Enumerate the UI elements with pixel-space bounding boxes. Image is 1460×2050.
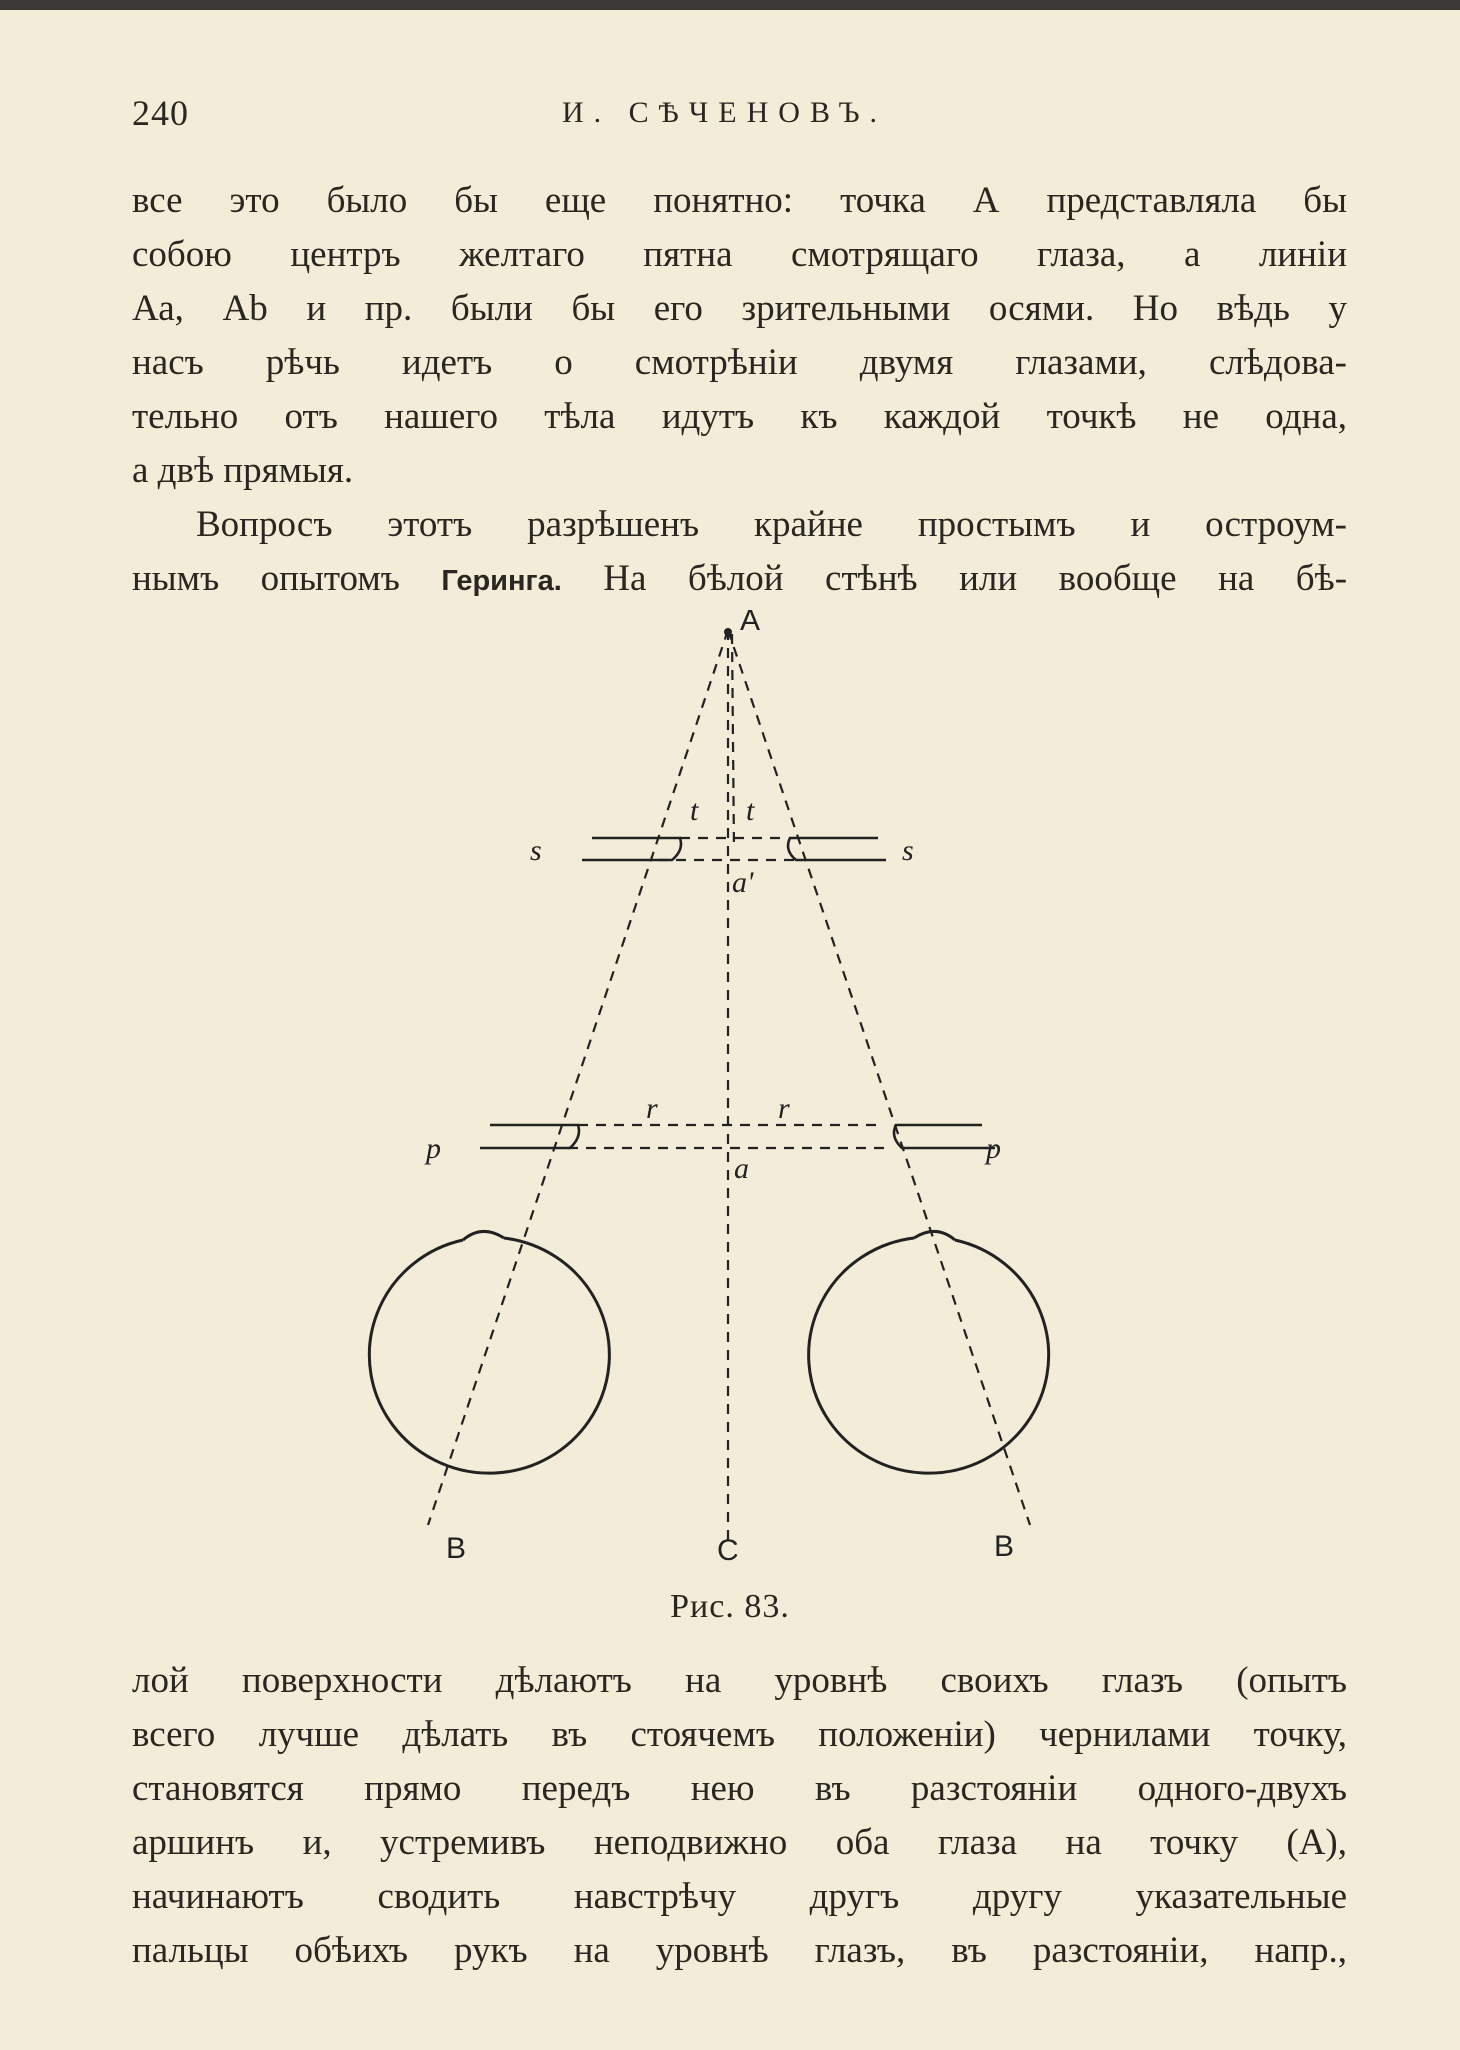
near-axis-line (732, 634, 734, 850)
text-line (132, 552, 1347, 606)
text-span: нымъ опытомъ (132, 558, 400, 599)
eyes (369, 1231, 1048, 1473)
text-line: всего лучше дѣлать въ стоячемъ положеніи) чернилами точку, (132, 1714, 1347, 1755)
text-line: пальцы обѣихъ рукъ на уровнѣ глазъ, въ разстояніи, напр., (132, 1930, 1347, 1971)
label-s-right: s (902, 834, 914, 867)
left-s-finger (582, 838, 681, 860)
figure-caption: Рис. 83. (670, 1588, 790, 1625)
text-line: лой поверхности дѣлаютъ на уровнѣ своихъ глазъ (опытъ (132, 1660, 1347, 1701)
text-line: начинаютъ сводить навстрѣчу другъ другу указательные (132, 1876, 1347, 1917)
text-line: все это было бы еще понятно: точка А представляла бы (132, 180, 1347, 221)
text-line: становятся прямо передъ нею въ разстояніи одного-двухъ (132, 1768, 1347, 1809)
label-s-left: s (530, 834, 542, 867)
text-line: тельно отъ нашего тѣла идутъ къ каждой точкѣ не одна, (132, 396, 1347, 437)
label-a-prime: a' (732, 866, 754, 899)
text-span: На бѣлой стѣнѣ или вообще на бѣ- (603, 558, 1348, 599)
paragraph-top (132, 174, 1347, 498)
running-head: И. СѢЧЕНОВЪ. (562, 96, 888, 129)
label-b-left: B (446, 1532, 467, 1565)
text-line: Вопросъ этотъ разрѣшенъ крайне простымъ и остроум- (196, 504, 1347, 545)
top-edge-bar (0, 0, 1460, 10)
label-point-a: A (740, 610, 761, 637)
left-sight-line (428, 630, 728, 1525)
figure-83-diagram (330, 610, 1130, 1570)
label-c-center: C (717, 1534, 739, 1567)
left-p-finger (480, 1125, 579, 1148)
label-r-left: r (646, 1092, 658, 1125)
sight-lines (428, 630, 1030, 1540)
paragraph-bottom (132, 1654, 1347, 1978)
paragraph-second (132, 498, 1347, 606)
page-header (132, 92, 1347, 142)
text-line: собою центръ желтаго пятна смотрящаго глаза, а линіи (132, 234, 1347, 275)
label-b-right: B (994, 1530, 1015, 1563)
label-p-right: p (986, 1132, 1001, 1165)
left-eye-circle (369, 1238, 609, 1473)
text-line: аршинъ и, устремивъ неподвижно оба глаза на точку (А), (132, 1822, 1347, 1863)
right-cornea (914, 1231, 955, 1240)
label-r-right: r (778, 1092, 790, 1125)
label-p-left: p (426, 1132, 441, 1165)
page-number: 240 (132, 93, 189, 133)
label-a-lower: a (734, 1152, 749, 1185)
right-sight-line (728, 630, 1030, 1525)
right-eye-circle (809, 1238, 1049, 1473)
point-a-dot (724, 628, 732, 636)
text-line: Аа, Аb и пр. были бы его зрительными осями. Но вѣдь у (132, 288, 1347, 329)
text-line: а двѣ прямыя. (132, 450, 354, 491)
right-s-finger (788, 838, 886, 860)
author-name: Геринга. (441, 565, 562, 597)
text-line: насъ рѣчь идетъ о смотрѣніи двумя глазами, слѣдова- (132, 342, 1347, 383)
label-t-left: t (690, 794, 699, 827)
left-cornea (463, 1231, 504, 1240)
right-p-finger (894, 1125, 995, 1148)
label-t-right: t (746, 794, 755, 827)
